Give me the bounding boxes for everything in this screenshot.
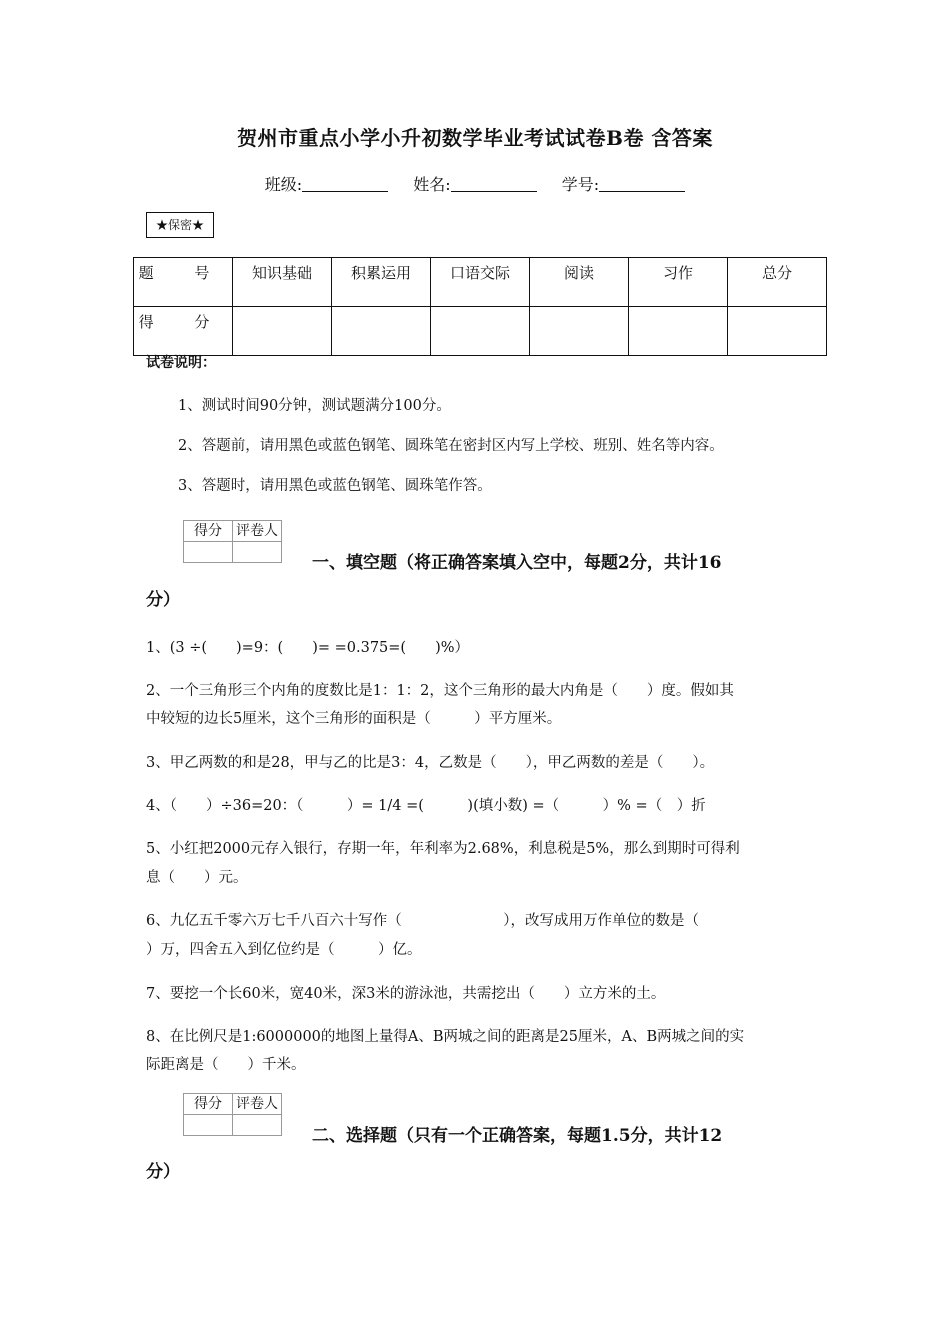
- column-writing: 习作: [629, 258, 728, 307]
- grader-box-section1: [183, 520, 282, 563]
- class-field: [265, 172, 388, 195]
- grader-name-cell: [233, 542, 282, 563]
- instructions-heading: 试卷说明：: [146, 355, 216, 371]
- instruction-item: 2、答题前，请用黑色或蓝色钢笔、圆珠笔在密封区内写上学校、班别、姓名等内容。: [178, 438, 724, 454]
- confidential-badge: ★保密★: [146, 212, 214, 238]
- section2-heading-cont: 分）: [146, 1162, 180, 1182]
- column-accumulation: 积累运用: [332, 258, 431, 307]
- question-2-line2: 中较短的边长5厘米，这个三角形的面积是（ ）平方厘米。: [146, 711, 562, 727]
- question-6-line2: ）万，四舍五入到亿位约是（ ）亿。: [146, 942, 422, 958]
- section2-heading: 二、选择题（只有一个正确答案，每题1.5分，共计12: [312, 1126, 723, 1146]
- column-knowledge: 知识基础: [233, 258, 332, 307]
- question-6-line1: 6、九亿五千零六万七千八百六十写作（ ），改写成用万作单位的数是（: [146, 913, 699, 929]
- exam-title: 贺州市重点小学小升初数学毕业考试试卷B卷 含答案: [237, 126, 713, 150]
- question-8-line1: 8、在比例尺是1:6000000的地图上量得A、B两城之间的距离是25厘米，A、B两城之间的实: [146, 1029, 745, 1045]
- instruction-item: 3、答题时，请用黑色或蓝色钢笔、圆珠笔作答。: [178, 478, 492, 494]
- grader-name-cell: [233, 1115, 282, 1136]
- question-8-line2: 际距离是（ ）千米。: [146, 1057, 306, 1073]
- student-id-field: [562, 172, 685, 195]
- section1-heading: 一、填空题（将正确答案填入空中，每题2分，共计16: [312, 553, 722, 573]
- student-info-line: [0, 172, 950, 195]
- class-blank: [302, 175, 388, 192]
- question-3: 3、甲乙两数的和是28，甲与乙的比是3：4，乙数是（ ），甲乙两数的差是（ ）。: [146, 755, 715, 771]
- score-cell: [233, 307, 332, 356]
- score-cell: [728, 307, 827, 356]
- grader-box-section2: [183, 1093, 282, 1136]
- question-5-line1: 5、小红把2000元存入银行，存期一年，年利率为2.68%，利息税是5%，那么到期时可得利: [146, 841, 740, 857]
- student-id-blank: [599, 175, 685, 192]
- score-row-header: 得 分: [134, 307, 233, 356]
- grader-name-label: 评卷人: [233, 521, 282, 542]
- question-4: 4、（ ）÷36=20：（ ）= 1/4 =( )(填小数) =（ ）% =（ ）折: [146, 798, 706, 814]
- score-table-score-row: [134, 307, 827, 356]
- column-oral: 口语交际: [431, 258, 530, 307]
- grader-name-label: 评卷人: [233, 1094, 282, 1115]
- score-cell: [431, 307, 530, 356]
- column-total: 总分: [728, 258, 827, 307]
- question-5-line2: 息（ ）元。: [146, 870, 248, 886]
- grader-score-label: 得分: [184, 521, 233, 542]
- name-field: [413, 172, 536, 195]
- grader-score-label: 得分: [184, 1094, 233, 1115]
- grader-score-cell: [184, 1115, 233, 1136]
- question-1: 1、(3 ÷( )=9：( )= =0.375=( )%）: [146, 640, 470, 656]
- score-cell: [530, 307, 629, 356]
- question-7: 7、要挖一个长60米，宽40米，深3米的游泳池，共需挖出（ ）立方米的土。: [146, 986, 666, 1002]
- score-cell: [629, 307, 728, 356]
- score-table: [133, 257, 827, 356]
- name-label: 姓名:: [413, 175, 451, 194]
- instruction-item: 1、测试时间90分钟，测试题满分100分。: [178, 398, 451, 414]
- section1-heading-cont: 分）: [146, 590, 180, 610]
- score-cell: [332, 307, 431, 356]
- score-table-header-row: [134, 258, 827, 307]
- name-blank: [451, 175, 537, 192]
- class-label: 班级:: [264, 175, 303, 194]
- column-reading: 阅读: [530, 258, 629, 307]
- grader-score-cell: [184, 542, 233, 563]
- question-number-header: 题 号: [134, 258, 233, 307]
- question-2-line1: 2、一个三角形三个内角的度数比是1：1：2，这个三角形的最大内角是（ ）度。假如其: [146, 683, 734, 699]
- student-id-label: 学号:: [561, 175, 600, 194]
